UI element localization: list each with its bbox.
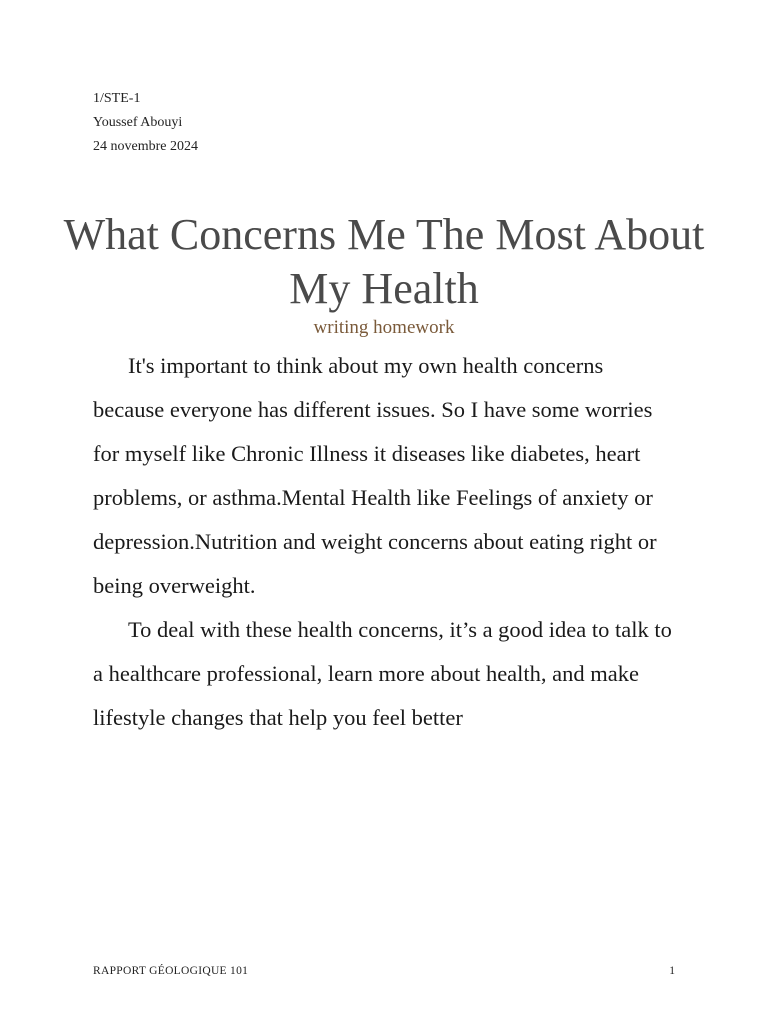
paragraph: To deal with these health concerns, it’s a good idea to talk to a healthcare professional, learn more about health, and make lifestyle changes that help you feel better — [93, 617, 672, 730]
page-number: 1 — [669, 965, 675, 977]
body-text — [93, 344, 673, 740]
document-date: 24 novembre 2024 — [93, 139, 198, 154]
class-label: 1/STE-1 — [93, 91, 141, 106]
author-name: Youssef Abouyi — [93, 115, 183, 130]
page-title: What Concerns Me The Most About My Health — [63, 210, 705, 313]
page-subtitle: writing homework — [313, 317, 455, 338]
header-meta — [93, 87, 198, 159]
paragraph: It's important to think about my own health concerns because everyone has different issues. So I have some worries for myself like Chronic Illness it diseases like diabetes, heart problems, or asthma.Mental Health like Feelings of anxiety or depression.Nutrition and weight concerns about eating right or being overweight. — [93, 353, 657, 598]
footer-title: RAPPORT GÉOLOGIQUE 101 — [93, 965, 249, 977]
